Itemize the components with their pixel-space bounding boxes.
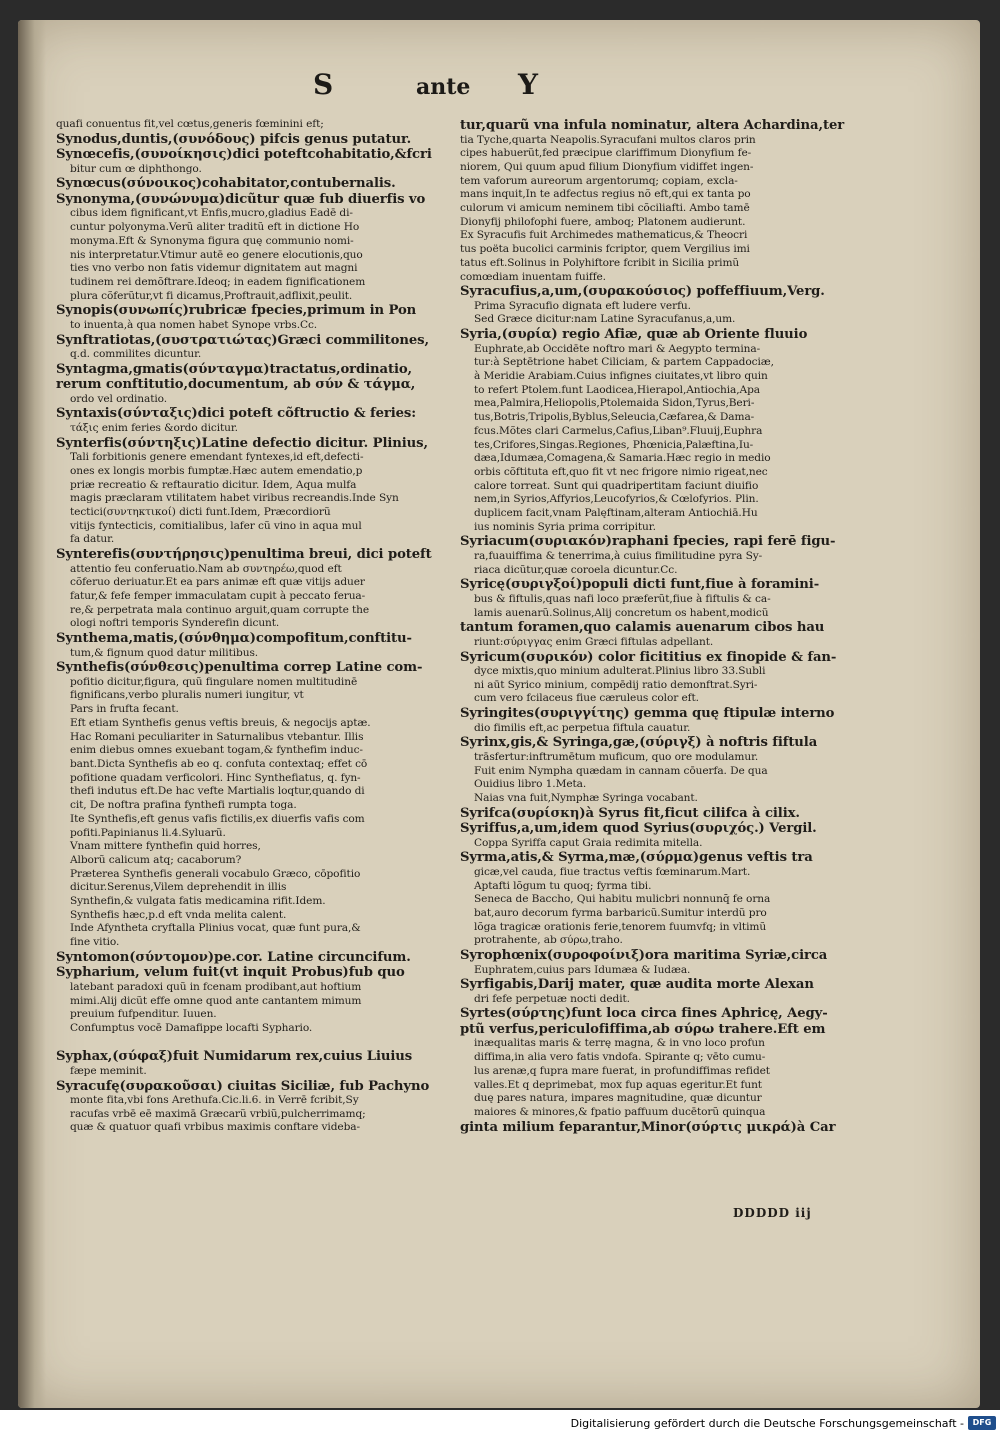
entry-headword-line: Syriacum(συριακόν)raphani fpecies, rapi ferē figu- — [460, 534, 836, 550]
entry-text-line: dri fefe perpetuæ nocti dedit. — [474, 992, 630, 1005]
entry-text-line: Pars in frufta fecant. — [70, 703, 179, 716]
entry-headword-line: Syriffus,a,um,idem quod Syrius(συριχός.) Vergil. — [460, 821, 817, 837]
entry-text-line: Ite Synthefis,eft genus vafis fictilis,ex diuerfis vafis com — [70, 812, 365, 825]
entry-text-line: lamis auenarũ.Solinus,Alij concretum os habent,modicũ — [474, 606, 769, 619]
entry-headword-line: Syrfigabis,Darij mater, quæ audita morte Alexan — [460, 977, 814, 993]
running-header — [18, 68, 980, 108]
entry-headword-line: rerum conftitutio,documentum, ab σύν & τάγμα, — [56, 377, 416, 393]
entry-headword-line: Sypharium, velum fuit(vt inquit Probus)fub quo — [56, 965, 405, 981]
entry-headword-line: Syrophœnix(συροφοίνιξ)ora maritima Syriæ,circa — [460, 948, 828, 964]
entry-text-line: vitijs fyntecticis, comitialibus, lafer cũ vino in aqua mul — [70, 519, 362, 532]
entry-text-line: Coppa Syriffa caput Graia redimita mitella. — [474, 836, 703, 849]
entry-text-line: trāsfertur:inftrumētum muficum, quo ore modulamur. — [474, 750, 759, 763]
entry-text-line: to refert Ptolem.funt Laodicea,Hierapol,Antiochia,Apa — [474, 383, 760, 396]
entry-headword-line: Syntaxis(σύνταξις)dici poteft cõftructio & feries: — [56, 406, 417, 422]
entry-text-line: maiores & minores,& fpatio paffuum ducētorũ quinqua — [474, 1105, 766, 1118]
entry-text-line: calore torreat. Sunt qui quadripertitam faciunt diuifio — [474, 479, 759, 492]
entry-text-line: ius nominis Syria prima corripitur. — [474, 520, 656, 533]
entry-text-line: Eft etiam Synthefis genus veftis breuis, & negocijs aptæ. — [70, 716, 371, 729]
entry-text-line: fine vitio. — [70, 936, 120, 949]
entry-headword-line: Syringites(συριγγίτης) gemma quę ftipulæ interno — [460, 706, 835, 722]
entry-text-line: tia Tyche,quarta Neapolis.Syracufani multos claros prin — [460, 133, 756, 146]
page-spine-shadow — [18, 20, 46, 1408]
left-text-column — [56, 118, 446, 1135]
entry-text-line: orbis cõftituta eft,quo fit vt nec frigore nimio rigeat,nec — [474, 465, 768, 478]
entry-headword-line: Syrifca(συρίσκη)à Syrus fit,ficut cilifca à cilix. — [460, 805, 800, 821]
entry-text-line: cum vero fcilaceus fiue cæruleus color eft. — [474, 692, 699, 705]
entry-text-line: cõferuo deriuatur.Et ea pars animæ eft quæ vitijs aduer — [70, 576, 365, 589]
dfg-logo-icon: DFG — [968, 1416, 996, 1430]
entry-headword-line: Syrma,atis,& Syrma,mæ,(σύρμα)genus veftis tra — [460, 850, 813, 866]
entry-headword-line: Synthema,matis,(σύνθημα)compofitum,conftitu- — [56, 631, 412, 647]
header-middle-word: ante — [416, 74, 471, 100]
entry-headword-line: Synftratiotas,(συστρατιώτας)Græci commilitones, — [56, 332, 429, 348]
entry-headword-line: Synterfis(σύντηξις)Latine defectio dicitur. Plinius, — [56, 435, 428, 451]
entry-text-line: Sed Græce dicitur:nam Latine Syracufanus,a,um. — [474, 313, 736, 326]
entry-headword-line: Synterefis(συντήρησις)penultima breui, dici poteft — [56, 547, 432, 563]
entry-text-line: fa datur. — [70, 533, 115, 546]
entry-text-line: nem,in Syrios,Affyrios,Leucofyrios,& Cœlofyrios. Plin. — [474, 493, 759, 506]
entry-text-line: enim diebus omnes exuebant togam,& fynthefim induc- — [70, 744, 363, 757]
signature-mark: DDDDD iij — [733, 1206, 812, 1220]
entry-text-line — [56, 1036, 446, 1050]
entry-text-line: to inuenta,à qua nomen habet Synope vrbs.Cc. — [70, 318, 318, 331]
entry-headword-line: Syria,(συρία) regio Afiæ, quæ ab Oriente fluuio — [460, 327, 808, 343]
entry-text-line: cibus idem fignificant,vt Enfis,mucro,gladius Eadē di- — [70, 207, 353, 220]
entry-text-line: comœdiam inuentam fuiffe. — [460, 270, 606, 283]
entry-text-line: fæpe meminit. — [70, 1064, 147, 1077]
entry-headword-line: Syntomon(σύντομον)pe.cor. Latine circuncifum. — [56, 949, 411, 965]
entry-text-line: bus & fiftulis,quas nafi loco præferũt,fiue à fiftulis & ca- — [474, 592, 771, 605]
entry-headword-line: ginta milium feparantur,Minor(σύρτις μικρά)à Car — [460, 1119, 836, 1135]
digitization-footer — [0, 1413, 1000, 1435]
entry-text-line: pofiti.Papinianus li.4.Syluarũ. — [70, 826, 226, 839]
entry-headword-line: Synonyma,(συνώνυμα)dicũtur quæ fub diuerfis vo — [56, 191, 426, 207]
entry-text-line: bat,auro decorum fyrma barbaricũ.Sumitur interdũ pro — [474, 906, 767, 919]
entry-text-line: diffima,in alia vero fatis vndofa. Spirante q; vēto cumu- — [474, 1051, 766, 1064]
entry-text-line: Ouidius libro 1.Meta. — [474, 778, 587, 791]
entry-text-line: pofitio dicitur,figura, quũ fingulare nomen multitudinē — [70, 675, 358, 688]
entry-headword-line: Synœcus(σύνοικος)cohabitator,contubernalis. — [56, 176, 396, 192]
entry-text-line: ties vno verbo non fatis videmur dignitatem aut magni — [70, 262, 358, 275]
entry-text-line: tectici(συντηκτικοί) dicti funt.Idem, Præcordiorũ — [70, 505, 331, 518]
entry-text-line: Hac Romani peculiariter in Saturnalibus vtebantur. Illis — [70, 730, 364, 743]
entry-text-line: monyma.Eft & Synonyma figura quę communio nomi- — [70, 234, 354, 247]
entry-text-line: fignificans,verbo pluralis numeri iungitur, vt — [70, 689, 304, 702]
entry-text-line: tes,Crifores,Singas.Regiones, Phœnicia,Palæftina,Iu- — [474, 438, 754, 451]
entry-text-line: dicitur.Serenus,Vilem deprehendit in illis — [70, 881, 287, 894]
entry-text-line: quafi conuentus fit,vel cœtus,generis fœminini eft; — [56, 118, 324, 130]
entry-text-line: Ex Syracufis fuit Archimedes mathematicus,& Theocri — [460, 229, 748, 242]
entry-headword-line: tantum foramen,quo calamis auenarum cibos hau — [460, 620, 825, 636]
book-page — [18, 20, 980, 1408]
entry-text-line: Vnam mittere fynthefin quid horres, — [70, 840, 261, 853]
entry-text-line: gicæ,vel cauda, fiue tractus veftis fœminarum.Mart. — [474, 865, 751, 878]
entry-text-line: cit, De noftra prafina fynthefi rumpta toga. — [70, 799, 297, 812]
entry-text-line: Synthefis hæc,p.d eft vnda melita calent. — [70, 908, 287, 921]
entry-text-line: Dionyfij philofophi fuere, amboq; Platonem audierunt. — [460, 215, 746, 228]
entry-text-line: Euphratem,cuius pars Idumæa & Iudæa. — [474, 963, 691, 976]
entry-text-line: riaca dicũtur,quæ coroela dicuntur.Cc. — [474, 563, 678, 576]
entry-headword-line: tur,quarũ vna infula nominatur, altera Achardina,ter — [460, 118, 845, 133]
entry-text-line: ologi noftri temporis Synderefin dicunt. — [70, 617, 280, 630]
entry-text-line: niorem, Qui quum apud filium Dionyfium vidiffet ingen- — [460, 160, 754, 173]
entry-text-line: latebant paradoxi quũ in fcenam prodibant,aut hoftium — [70, 980, 362, 993]
entry-text-line: Aptafti lõgum tu quoq; fyrma tibi. — [474, 879, 652, 892]
entry-text-line: ones ex longis morbis fumptæ.Hæc autem emendatio,p — [70, 464, 363, 477]
entry-text-line: lus arenæ,q fupra mare fuerat, in profundiffimas refidet — [474, 1064, 770, 1077]
entry-text-line: cipes habuerũt,fed præcipue clariffimum Dionyfium fe- — [460, 147, 752, 160]
entry-text-line: fcus.Mõtes clari Carmelus,Cafius,Liban⁹.Fluuij,Euphra — [474, 424, 763, 437]
header-left-letter: S — [313, 68, 334, 101]
entry-text-line: bitur cum œ diphthongo. — [70, 162, 202, 175]
entry-text-line: τάξις enim feries &ordo dicitur. — [70, 421, 238, 434]
entry-text-line: mea,Palmira,Heliopolis,Ptolemaida Sidon,Tyrus,Beri- — [474, 397, 755, 410]
entry-text-line: duę pares natura, impares magnitudine, quæ dicuntur — [474, 1092, 762, 1105]
entry-text-line: ni aūt Syrico minium, compēdij ratio demonftrat.Syri- — [474, 678, 758, 691]
entry-text-line: bant.Dicta Synthefis ab eo q. confuta contextaq; effet cō — [70, 758, 368, 770]
entry-headword-line: Syracufę(συρακοῦσαι) ciuitas Siciliæ, fub Pachyno — [56, 1078, 430, 1094]
entry-text-line: Fuit enim Nympha quædam in cannam cōuerfa. De qua — [474, 764, 768, 777]
entry-text-line: valles.Et q deprimebat, mox fup aquas egeritur.Et funt — [474, 1078, 762, 1091]
entry-text-line: tudinem rei demõftrare.Ideoq; in eadem fignificationem — [70, 275, 366, 288]
entry-text-line: à Meridie Arabiam.Cuius infignes ciuitates,vt libro quin — [474, 370, 768, 383]
entry-text-line: nis interpretatur.Vtimur autē eo genere elocutionis,quo — [70, 248, 363, 261]
entry-text-line: re,& perpetrata mala continuo arguit,quam corrupte the — [70, 603, 370, 616]
entry-text-line: dyce mixtis,quo minium adulterat.Plinius libro 33.Subli — [474, 665, 766, 677]
entry-text-line: magis præclaram vtilitatem habet viribus recreandis.Inde Syn — [70, 492, 399, 505]
entry-text-line: tur:à Septētrione habet Ciliciam, & partem Cappadociæ, — [474, 356, 774, 369]
entry-text-line: Synthefin,& vulgata fatis medicamina rifit.Idem. — [70, 895, 326, 908]
entry-text-line: racufas vrbē eē maximā Græcarũ vrbiũ,pulcherrimamq; — [70, 1107, 366, 1120]
entry-headword-line: Synthefis(σύνθεσις)penultima correp Latine com- — [56, 660, 423, 676]
entry-text-line: monte fita,vbi fons Arethufa.Cic.li.6. in Verrē fcribit,Sy — [70, 1094, 359, 1107]
entry-headword-line: Syricum(συρικόν) color ficititius ex finopide & fan- — [460, 649, 837, 665]
entry-text-line: ra,fuauiffima & tenerrima,à cuius fimilitudine pyra Sy- — [474, 549, 763, 562]
entry-headword-line: Syphax,(σύφαξ)fuit Numidarum rex,cuius Liuius — [56, 1049, 413, 1065]
entry-text-line: Inde Afyntheta cryftalla Plinius vocat, quæ funt pura,& — [70, 922, 361, 935]
entry-text-line: duplicem facit,vnam Palęftinam,alteram Antiochiā.Hu — [474, 507, 758, 520]
entry-text-line: Euphrate,ab Occidēte noftro mari & Aegypto termina- — [474, 342, 761, 355]
entry-headword-line: Syntagma,gmatis(σύνταγμα)tractatus,ordinatio, — [56, 361, 413, 377]
entry-text-line: thefi indutus eft.De hac vefte Martialis loqtur,quando di — [70, 785, 365, 798]
entry-text-line: Confumptus vocē Damafippe locafti Syphario. — [70, 1021, 313, 1034]
entry-text-line: dæa,Idumæa,Comagena,& Samaria.Hæc regio in medio — [474, 452, 771, 465]
entry-text-line: attentio feu conferuatio.Nam ab συντηρέω,quod eft — [70, 562, 342, 575]
entry-text-line: Prima Syracufio dignata eft ludere verfu. — [474, 299, 691, 312]
entry-text-line: lõga tragicæ orationis ferie,tenorem fuumvfq; in vltimũ — [474, 920, 767, 933]
entry-text-line: ordo vel ordinatio. — [70, 392, 168, 405]
entry-text-line: culorum vi amicum neminem tibi cõciliafti. Ambo tamē — [460, 202, 750, 215]
entry-text-line: protrahente, ab σύρω,traho. — [474, 934, 623, 947]
entry-headword-line: Syracufius,a,um,(συρακούσιος) poffeffiuum,Verg. — [460, 284, 825, 300]
footer-credit-text: Digitalisierung gefördert durch die Deutsche Forschungsgemeinschaft - — [570, 1417, 964, 1430]
header-right-letter: Y — [518, 68, 538, 101]
entry-text-line: dio fimilis eft,ac perpetua fiftula cauatur. — [474, 721, 691, 734]
entry-text-line: tus,Botris,Tripolis,Byblus,Seleucia,Cæfarea,& Dama- — [474, 411, 755, 424]
entry-text-line: Alborũ calicum atq; cacaborum? — [70, 853, 242, 866]
entry-headword-line: ptũ verfus,periculofiffima,ab σύρω trahere.Eft em — [460, 1021, 826, 1037]
entry-text-line: priæ recreatio & reftauratio dicitur. Idem, Aqua mulfa — [70, 478, 357, 491]
entry-text-line: riunt:σύριγγας enim Græci fiftulas adpellant. — [474, 635, 714, 648]
entry-text-line: preuium fufpenditur. Iuuen. — [70, 1008, 217, 1021]
entry-text-line: pofitione quadam verficolori. Hinc Synthefiatus, q. fyn- — [70, 771, 361, 784]
entry-headword-line: Synœcefis,(συνοίκησις)dici poteftcohabitatio,&fcri — [56, 147, 432, 163]
entry-text-line: Naias vna fuit,Nymphæ Syringa vocabant. — [474, 791, 698, 804]
entry-text-line: tus poëta bucolici carminis fcriptor, quem Vergilius imi — [460, 243, 750, 256]
entry-headword-line: Synopis(συνωπίς)rubricæ fpecies,primum in Pon — [56, 303, 417, 319]
entry-headword-line: Syrinx,gis,& Syringa,gæ,(σύριγξ) à noftris fiftula — [460, 735, 818, 751]
entry-text-line: inæqualitas maris & terrę magna, & in vno loco profun — [474, 1037, 765, 1050]
entry-text-line: plura cõferũtur,vt fi dicamus,Proftrauit,adflixit,peulit. — [70, 289, 353, 302]
entry-headword-line: Syrtes(σύρτης)funt loca circa fines Aphricę, Aegy- — [460, 1006, 828, 1022]
entry-headword-line: Syricę(συριγξοί)populi dicti funt,fiue à foramini- — [460, 577, 820, 593]
right-text-column — [460, 118, 850, 1135]
entry-text-line: tatus eft.Solinus in Polyhiftore fcribit in Sicilia primũ — [460, 256, 740, 269]
entry-text-line: tem vaforum aureorum argentorumq; copiam, excla- — [460, 174, 738, 187]
entry-headword-line: Synodus,duntis,(συνόδους) pifcis genus putatur. — [56, 131, 412, 147]
entry-text-line: mans inquit,In te adfectus regius nõ eft,qui ex tanta po — [460, 188, 751, 201]
entry-text-line: quæ & quatuor quafi vrbibus maximis conftare videba- — [70, 1121, 360, 1134]
entry-text-line: Tali forbitionis genere emendant fyntexes,id eft,defecti- — [70, 451, 364, 464]
entry-text-line: tum,& fignum quod datur militibus. — [70, 646, 259, 659]
entry-text-line: mimi.Alij dicũt effe omne quod ante cantantem mimum — [70, 994, 362, 1007]
entry-text-line: cuntur polyonyma.Verũ aliter traditũ eft in dictione Ho — [70, 221, 360, 234]
entry-text-line: fatur,& fefe femper immaculatam cupit à peccato feruа- — [70, 589, 366, 602]
entry-text-line: q.d. commilites dicuntur. — [70, 348, 202, 361]
entry-text-line: Præterea Synthefis generali vocabulo Græco, cōpofitio — [70, 867, 361, 880]
entry-text-line: Seneca de Baccho, Qui habitu mulicbri nonnunq̄ fe orna — [474, 893, 771, 906]
